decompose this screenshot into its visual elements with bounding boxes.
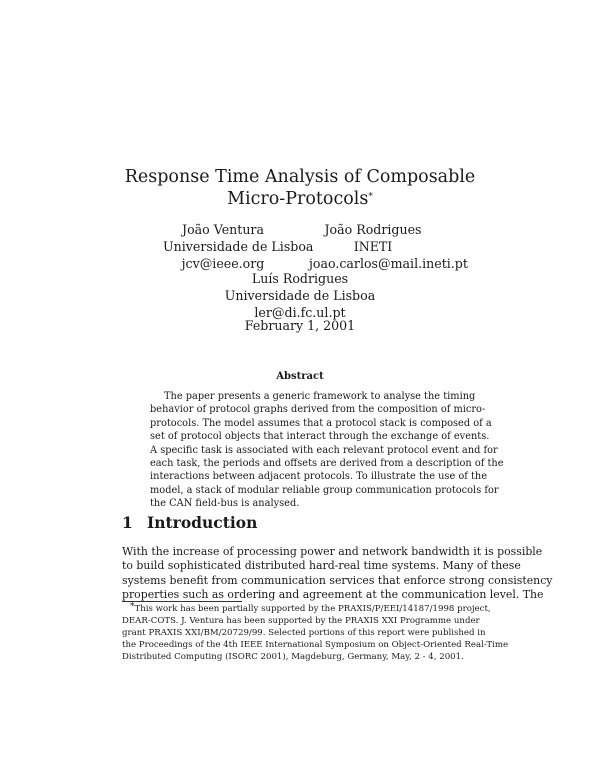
author-block-1 — [163, 221, 314, 272]
author-name: João Rodrigues — [324, 222, 422, 237]
author-email: ler@di.fc.ul.pt — [254, 305, 346, 320]
footnote-line: the Proceedings of the 4th IEEE International Symposium on Object-Oriented Real-Time — [122, 639, 509, 650]
paper-title-line-2 — [0, 188, 600, 211]
abstract-line: each task, the periods and offsets are derived from a description of the — [150, 458, 504, 470]
body-line: With the increase of processing power and network bandwidth it is possible — [122, 545, 543, 558]
abstract-line: The paper presents a generic framework to analyse the timing — [164, 391, 476, 402]
abstract-line: behavior of protocol graphs derived from the composition of micro- — [150, 404, 486, 416]
paper-date: February 1, 2001 — [244, 318, 356, 333]
footnote-line: Distributed Computing (ISORC 2001), Magdeburg, Germany, May, 2 - 4, 2001. — [122, 651, 464, 662]
footnote-text: This work has been partially supported by the PRAXIS/P/EEI/14187/1998 project, — [134, 604, 491, 614]
paper-title-line-1: Response Time Analysis of Composable — [124, 167, 476, 187]
author-email: joao.carlos@mail.ineti.pt — [309, 256, 468, 271]
abstract-line: set of protocol objects that interact through the exchange of events. — [150, 431, 490, 443]
abstract-line: model, a stack of modular reliable group communication protocols for — [150, 484, 499, 496]
footnote-rule — [122, 601, 242, 602]
body-line: properties such as ordering and agreement at the communication level. The — [122, 588, 544, 602]
paper-title-text: Micro-Protocols — [227, 189, 369, 209]
footnote-line: grant PRAXIS XXI/BM/20729/99. Selected portions of this report were published in — [122, 627, 486, 638]
abstract-body — [150, 390, 504, 511]
section-number: 1 — [122, 513, 133, 532]
abstract-line: interactions between adjacent protocols. To illustrate the use of the — [150, 471, 488, 483]
footnote-mark: * — [130, 602, 135, 612]
author-name: João Ventura — [182, 222, 264, 237]
author-affiliation: Universidade de Lisboa — [224, 288, 376, 303]
body-line: systems benefit from communication services that enforce strong consistency — [122, 573, 553, 587]
footnote-line — [122, 602, 491, 616]
author-affiliation: INETI — [353, 239, 393, 254]
abstract-line: the CAN field-bus is analysed. — [150, 498, 300, 510]
abstract-line: protocols. The model assumes that a protocol stack is composed of a — [150, 417, 492, 429]
author-block-3 — [0, 270, 600, 321]
section-heading — [122, 513, 257, 532]
author-email: jcv@ieee.org — [181, 256, 265, 271]
abstract-line: A specific task is associated with each relevant protocol event and for — [150, 444, 498, 456]
author-affiliation: Universidade de Lisboa — [163, 239, 314, 254]
author-block-2 — [309, 221, 468, 272]
author-name: Luís Rodrigues — [251, 271, 349, 286]
section-body — [122, 545, 553, 603]
title-footnote-mark: * — [368, 192, 373, 202]
footnote — [122, 602, 509, 664]
section-title: Introduction — [147, 513, 258, 532]
body-line: to build sophisticated distributed hard-real time systems. Many of these — [122, 559, 521, 573]
footnote-line: DEAR-COTS. J. Ventura has been supported by the PRAXIS XXI Programme under — [122, 615, 480, 626]
abstract-heading: Abstract — [276, 371, 324, 382]
